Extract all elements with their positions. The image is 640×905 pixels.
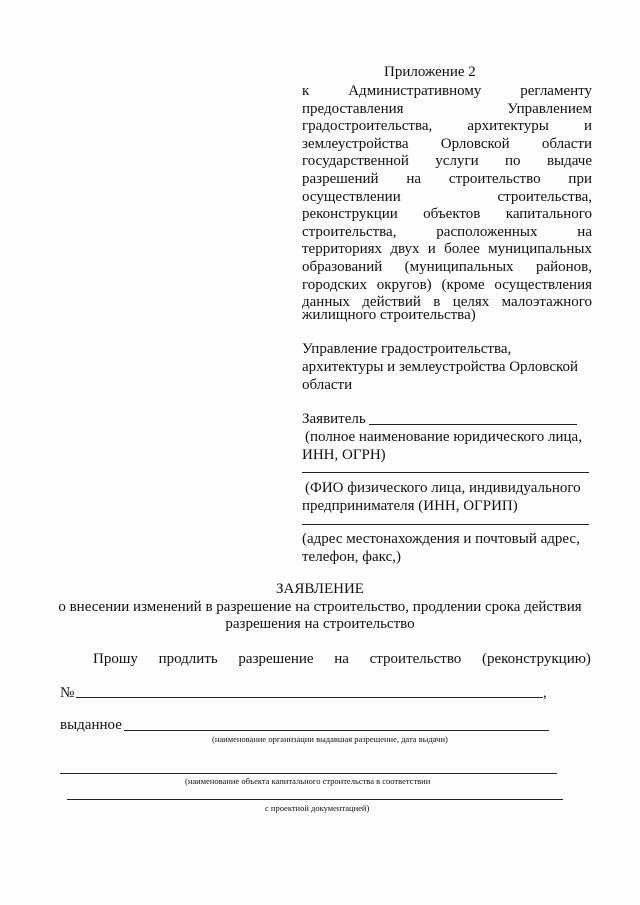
applicant-name-line[interactable]	[369, 424, 577, 425]
annex-line: землеустройства Орловской области	[302, 135, 592, 152]
annex-line: территориях двух и более муниципальных	[302, 241, 592, 258]
applicant-hint1-line1: (полное наименование юридического лица,	[305, 429, 582, 445]
applicant-hint3-line2: телефон, факс,)	[302, 549, 401, 565]
object-hint: (наименование объекта капитального строительства в соответствии	[185, 776, 431, 786]
annex-line: государственной услуги по выдаче	[302, 153, 592, 170]
annex-line: градостроительства, архитектуры и	[302, 118, 592, 135]
number-field-line[interactable]	[76, 697, 543, 698]
statement-subtitle-line2: разрешения на строительство	[225, 616, 415, 632]
issued-hint: (наименование организации выдавшая разрешение, дата выдачи)	[212, 734, 448, 744]
object-hint-2: с проектной документацией)	[265, 803, 370, 813]
number-label: №	[60, 685, 75, 701]
recipient-line-1: Управление градостроительства,	[302, 341, 512, 357]
recipient-line-3: области	[302, 377, 353, 393]
object-field-line[interactable]	[60, 773, 557, 774]
recipient-line-2: архитектуры и землеустройства Орловской	[302, 359, 579, 375]
annex-line: к Административному регламенту	[302, 83, 592, 99]
issued-field-line[interactable]	[124, 730, 549, 731]
annex-heading: Приложение 2	[384, 64, 476, 80]
request-word: Прошу	[93, 651, 138, 667]
applicant-hint3-line1: (адрес местонахождения и почтовый адрес,	[302, 531, 580, 547]
request-word: продлить	[158, 651, 218, 667]
applicant-hint2-line1: (ФИО физического лица, индивидуального	[305, 480, 581, 496]
annex-line: осуществлении строительства,	[302, 188, 592, 205]
annex-line: образований (муниципальных районов,	[302, 259, 592, 275]
annex-line: городских округов) (кроме осуществления	[302, 276, 592, 293]
request-word: (реконструкцию)	[481, 651, 591, 667]
request-word: строительство	[369, 651, 462, 667]
number-end: ,	[543, 685, 547, 701]
applicant-address-line[interactable]	[302, 524, 589, 525]
applicant-hint2-line2: предпринимателя (ИНН, ОГРИП)	[302, 498, 518, 514]
annex-last-line: жилищного строительства)	[302, 307, 476, 323]
annex-line: разрешений на строительство при	[302, 171, 592, 187]
object-field-line-2[interactable]	[67, 799, 563, 800]
applicant-label: Заявитель	[302, 411, 366, 427]
applicant-person-line[interactable]	[302, 472, 589, 473]
request-word: разрешение	[238, 651, 314, 667]
annex-line: предоставления Управлением	[302, 100, 592, 117]
annex-line: реконструкции объектов капитального	[302, 206, 592, 223]
statement-title: ЗАЯВЛЕНИЕ	[276, 581, 364, 597]
request-line	[93, 650, 591, 669]
annex-line: данных действий в целях малоэтажного	[302, 294, 592, 311]
annex-line: строительства, расположенных на	[302, 223, 592, 240]
statement-subtitle-line1: о внесении изменений в разрешение на строительство, продлении срока действия	[58, 599, 582, 615]
issued-label: выданное	[60, 717, 122, 733]
request-word: на	[334, 651, 349, 667]
applicant-hint1-line2: ИНН, ОГРН)	[302, 447, 386, 463]
